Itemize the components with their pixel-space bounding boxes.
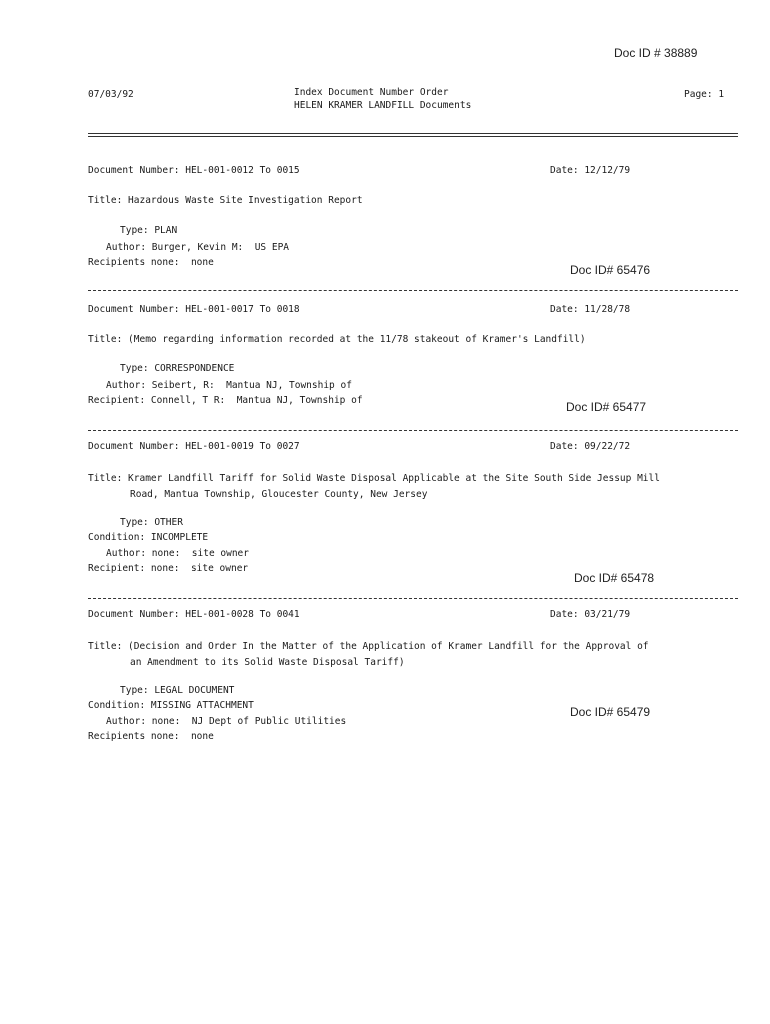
document-number: Document Number: HEL-001-0019 To 0027	[88, 441, 300, 452]
document-date: Date: 12/12/79	[550, 165, 631, 176]
document-recipients: Recipient: none: site owner	[88, 563, 249, 574]
document-author: Author: none: NJ Dept of Public Utilities	[106, 716, 347, 727]
document-number: Document Number: HEL-001-0028 To 0041	[88, 609, 300, 620]
document-date: Date: 03/21/79	[550, 609, 631, 620]
doc-id-stamp-top: Doc ID # 38889	[614, 46, 698, 60]
index-entry	[88, 304, 738, 424]
document-recipients: Recipient: Connell, T R: Mantua NJ, Township of	[88, 395, 363, 406]
document-title: Title: Hazardous Waste Site Investigation Report	[88, 195, 363, 206]
header-title-line1: Index Document Number Order	[294, 87, 449, 98]
entry-divider	[88, 290, 738, 291]
document-title-cont: an Amendment to its Solid Waste Disposal Tariff)	[130, 657, 405, 668]
doc-id-stamp: Doc ID# 65477	[566, 400, 647, 414]
document-title: Title: Kramer Landfill Tariff for Solid Waste Disposal Applicable at the Site South Side Jessup Mill	[88, 473, 660, 484]
document-date: Date: 11/28/78	[550, 304, 631, 315]
header-page: Page: 1	[684, 89, 725, 100]
entry-divider	[88, 598, 738, 599]
document-author: Author: Seibert, R: Mantua NJ, Township of	[106, 380, 352, 391]
document-type: Type: LEGAL DOCUMENT	[120, 685, 235, 696]
header-date: 07/03/92	[88, 89, 134, 100]
entry-divider	[88, 430, 738, 431]
document-type: Type: OTHER	[120, 517, 183, 528]
document-title-cont: Road, Mantua Township, Gloucester County, New Jersey	[130, 489, 428, 500]
document-recipients: Recipients none: none	[88, 731, 214, 742]
document-type: Type: CORRESPONDENCE	[120, 363, 235, 374]
document-type: Type: PLAN	[120, 225, 178, 236]
document-title: Title: (Memo regarding information recorded at the 11/78 stakeout of Kramer's Landfill)	[88, 334, 586, 345]
document-condition: Condition: MISSING ATTACHMENT	[88, 700, 254, 711]
header-double-rule	[88, 133, 738, 137]
document-author: Author: Burger, Kevin M: US EPA	[106, 242, 290, 253]
header-title-line2: HELEN KRAMER LANDFILL Documents	[294, 100, 472, 111]
document-author: Author: none: site owner	[106, 548, 249, 559]
document-number: Document Number: HEL-001-0017 To 0018	[88, 304, 300, 315]
doc-id-stamp: Doc ID# 65476	[570, 263, 651, 277]
doc-id-stamp: Doc ID# 65478	[574, 571, 655, 585]
index-entry	[88, 609, 738, 759]
doc-id-stamp: Doc ID# 65479	[570, 705, 651, 719]
document-date: Date: 09/22/72	[550, 441, 631, 452]
document-recipients: Recipients none: none	[88, 257, 214, 268]
document-title: Title: (Decision and Order In the Matter of the Application of Kramer Landfill for the Approval of	[88, 641, 649, 652]
document-condition: Condition: INCOMPLETE	[88, 532, 209, 543]
document-number: Document Number: HEL-001-0012 To 0015	[88, 165, 300, 176]
index-entry	[88, 441, 738, 591]
index-entry	[88, 165, 738, 285]
